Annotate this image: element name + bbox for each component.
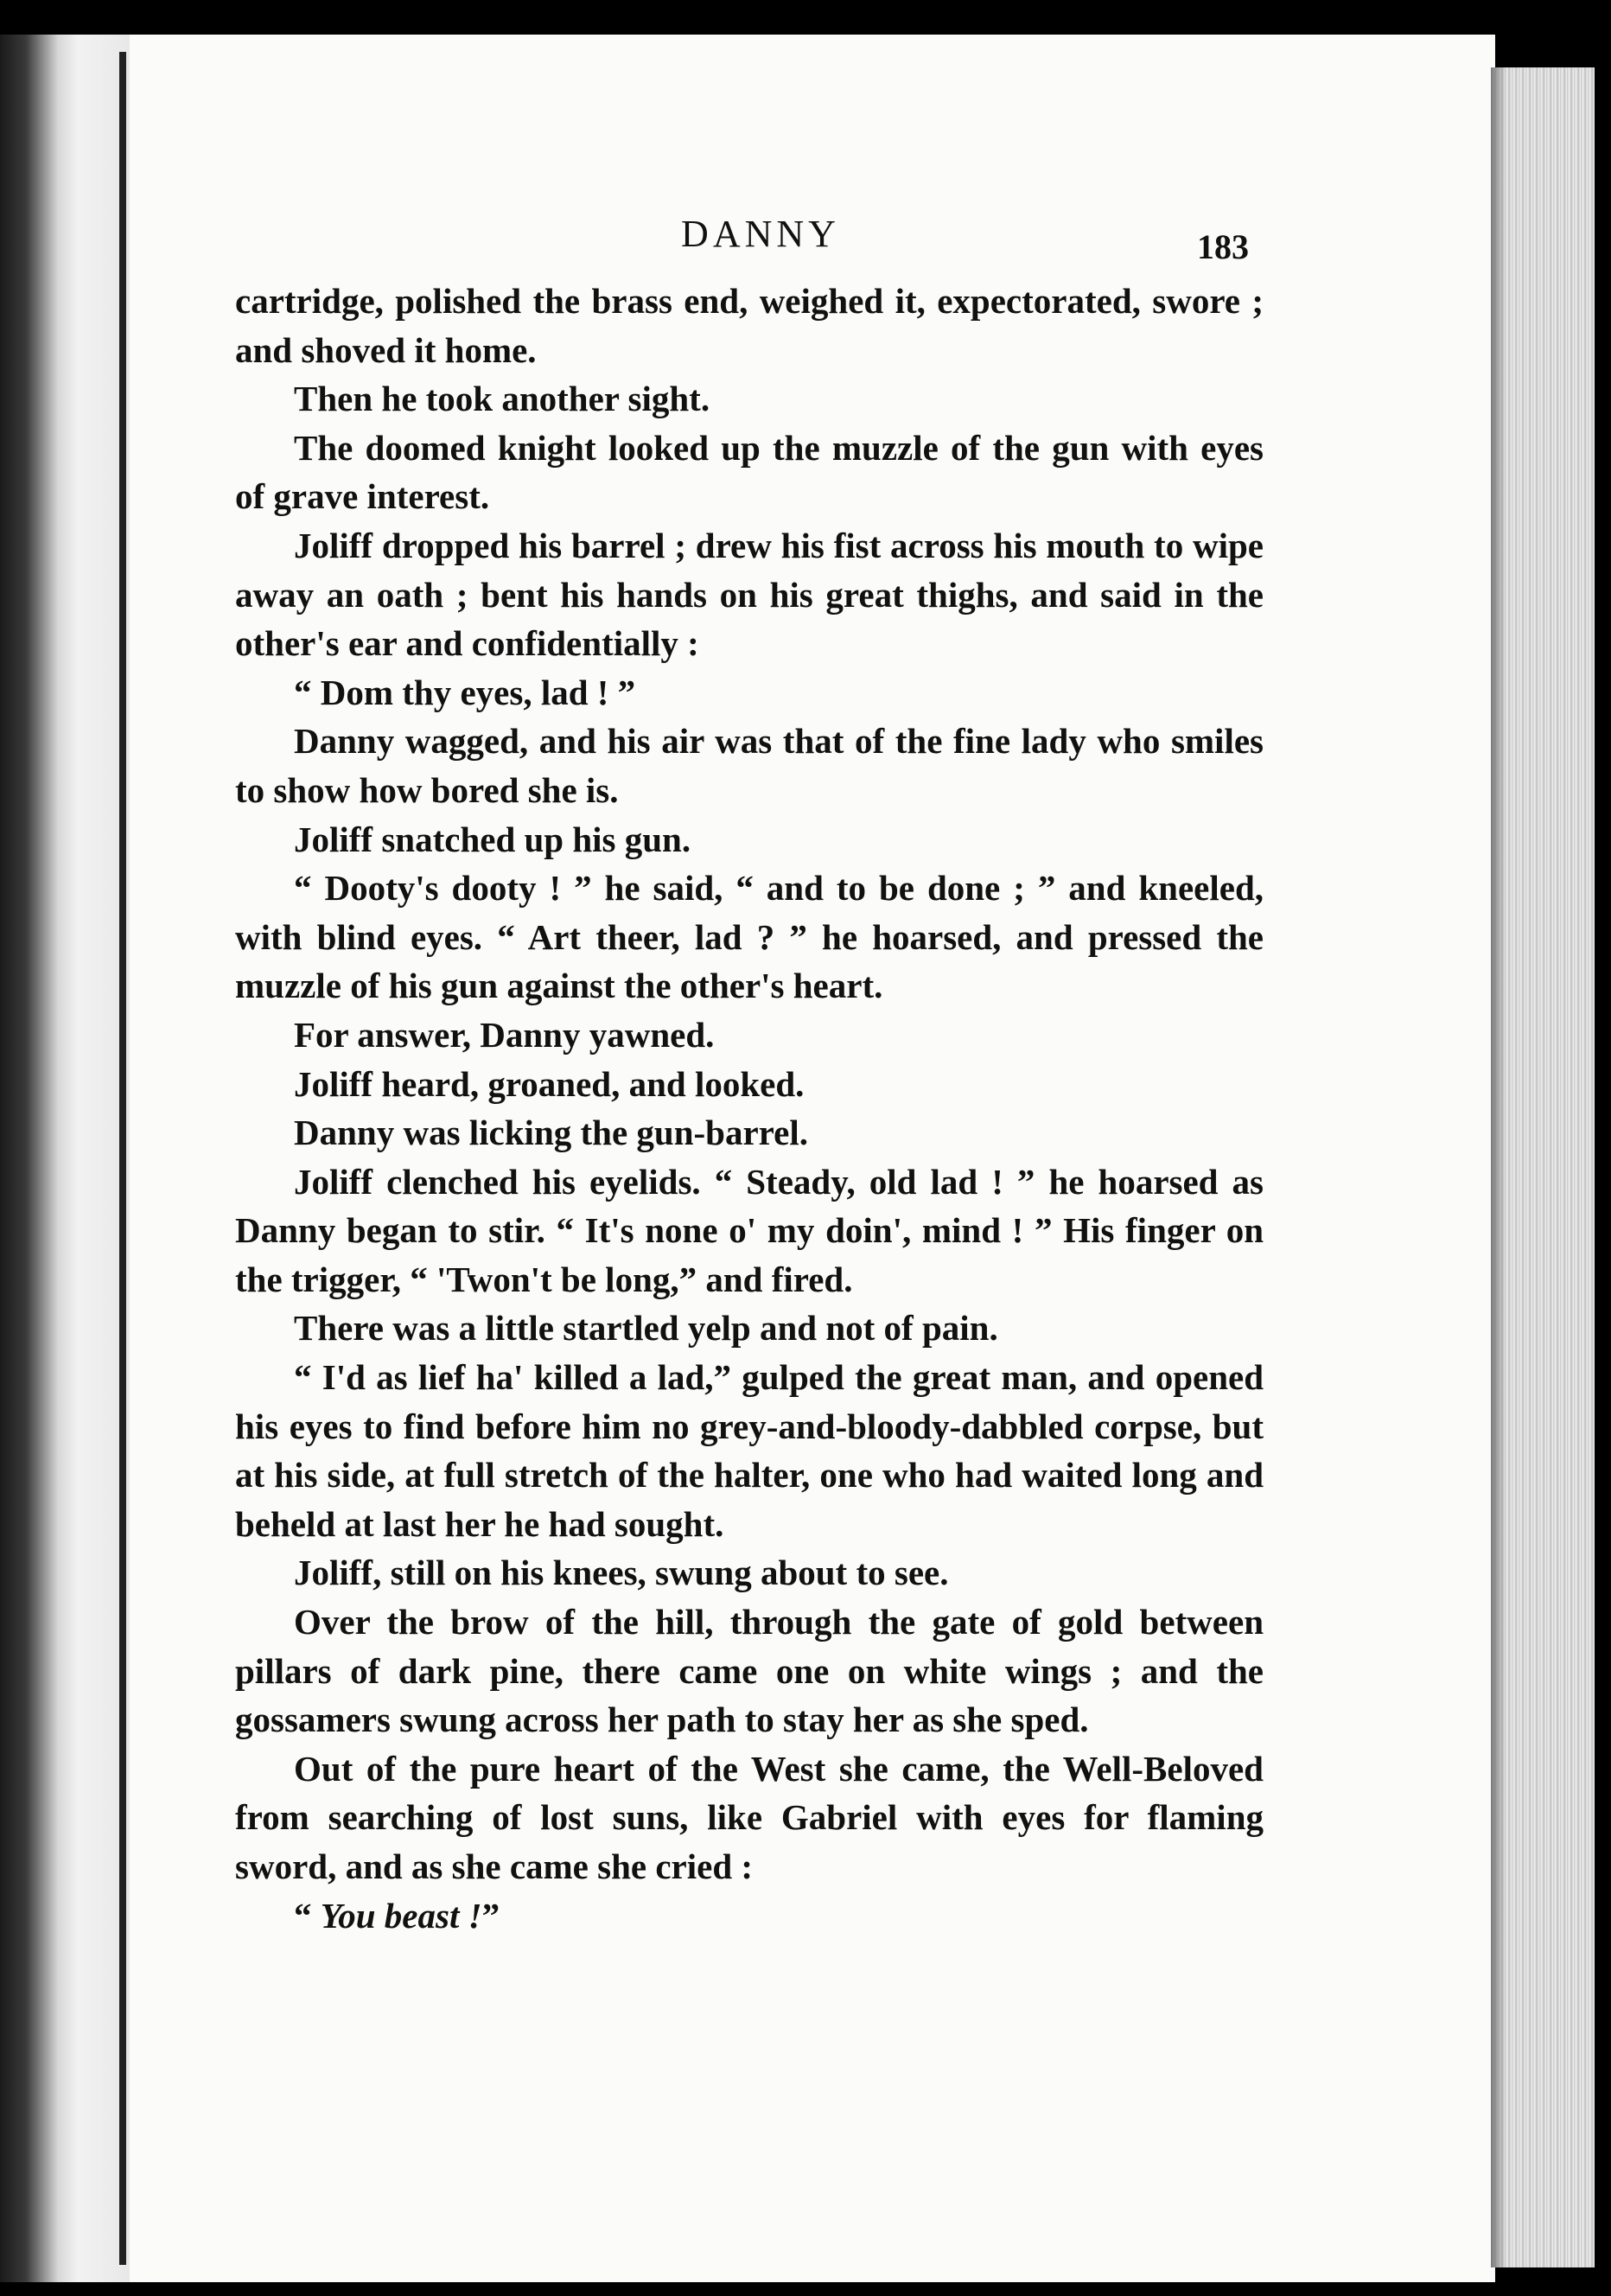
final-line-close-quote: ” [481,1895,500,1936]
paragraph: Then he took another sight. [294,379,710,419]
paragraph: There was a little startled yelp and not of pain. [294,1308,998,1349]
final-line-italic-text: You beast ! [320,1895,482,1936]
paragraph: Danny was licking the gun-barrel. [294,1113,808,1153]
paragraph: Joliff snatched up his gun. [294,819,691,859]
paragraph: Joliff, still on his knees, swung about to see. [294,1553,949,1593]
page-number: 183 [1197,227,1249,266]
page-stack-edge [1491,67,1595,2267]
paragraph: Out of the pure heart of the West she came, the Well-Beloved from searching of lost suns, like Gabriel with eyes for flaming sword, and as she came she cried : [235,1748,1264,1886]
paragraph: “ I'd as lief ha' killed a lad,” gulped the great man, and opened his eyes to find before him no grey-and-bloody-dabbled corpse, but at his side, at full stretch of the halter, one who had waited long and beheld at last her he had sought. [235,1357,1264,1544]
paragraph: Joliff clenched his eyelids. “ Steady, old lad ! ” he hoarsed as Danny began to stir. “ It's none o' my doin', mind ! ” His finger on the trigger, “ 'Twon't be long,” and fired. [235,1161,1264,1299]
paragraph: For answer, Danny yawned. [294,1014,715,1055]
book-gutter [119,52,126,2265]
body-text [235,277,1264,1940]
paragraph: Danny wagged, and his air was that of the fine lady who smiles to show how bored she is. [235,721,1264,810]
running-head-title: DANNY [681,213,840,255]
paragraph: The doomed knight looked up the muzzle of the gun with eyes of grave interest. [235,427,1264,517]
paragraph: Joliff heard, groaned, and looked. [294,1063,805,1104]
paragraph: “ Dooty's dooty ! ” he said, “ and to be done ; ” and kneeled, with blind eyes. “ Art theer, lad ? ” he hoarsed, and pressed the muzzle of his gun against the other's heart. [235,868,1264,1006]
final-line-open-quote: “ [294,1895,321,1936]
previous-page-edge [0,35,130,2282]
paragraph: “ Dom thy eyes, lad ! ” [294,672,636,712]
page-stack-shadow [1491,67,1506,2267]
paragraph: Over the brow of the hill, through the gate of gold between pillars of dark pine, there came one on white wings ; and the gossamers swung across her path to stay her as she sped. [235,1602,1264,1740]
paragraph: cartridge, polished the brass end, weighed it, expectorated, swore ; and shoved it home. [235,281,1264,370]
paragraph: Joliff dropped his barrel ; drew his fist across his mouth to wipe away an oath ; bent his hands on his great thighs, and said in the other's ear and confidentially : [235,525,1264,664]
final-line [235,1891,1264,1941]
